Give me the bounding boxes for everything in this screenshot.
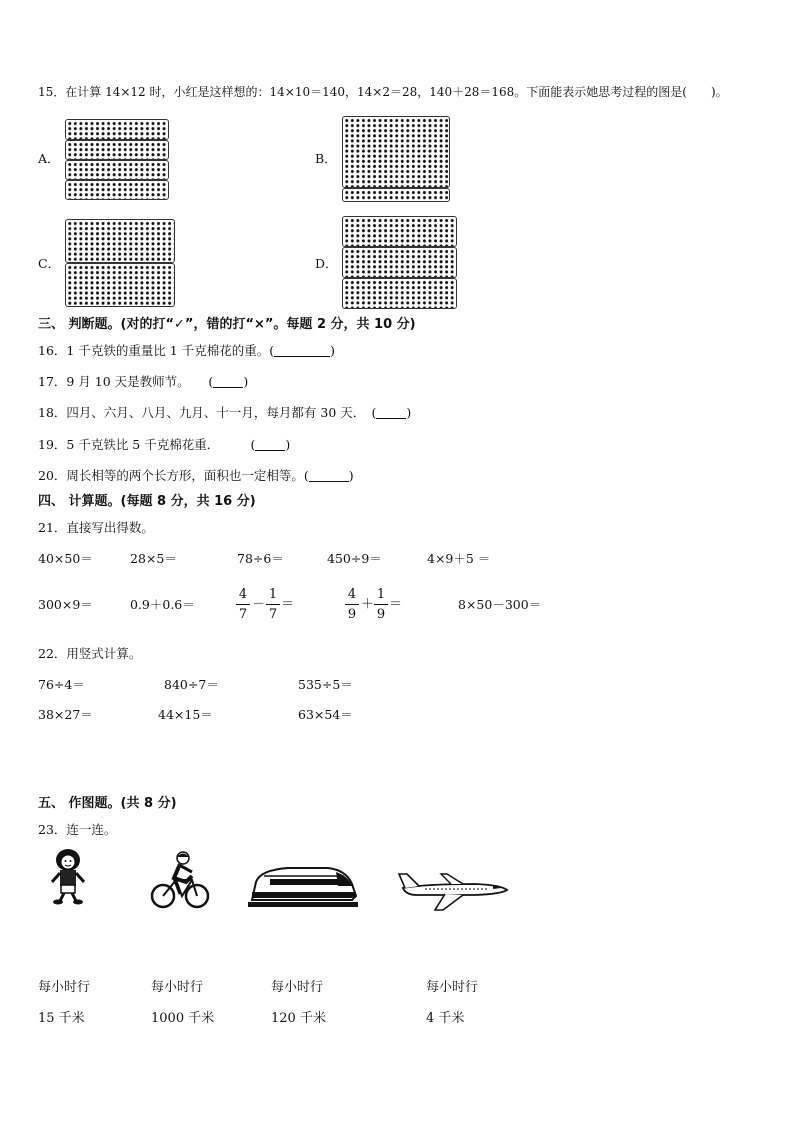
numerator: 1 [268, 587, 278, 602]
dot-grid-10x14 [65, 119, 169, 140]
dot-grid-10x14 [65, 160, 169, 180]
denominator: 7 [238, 607, 248, 622]
child-walking-icon[interactable] [46, 846, 90, 906]
speed-value[interactable]: 120 千米 [271, 1011, 326, 1026]
high-speed-train-icon[interactable] [248, 862, 358, 910]
section-5-heading: 五、 作图题。(共 8 分) [38, 796, 177, 811]
question-19 [38, 439, 290, 452]
section-4-heading: 四、 计算题。(每题 8 分，共 16 分) [38, 494, 256, 509]
option-c-label: C． [38, 256, 61, 271]
numerator: 4 [347, 587, 357, 602]
airplane-icon[interactable] [395, 868, 510, 912]
speed-value[interactable]: 1000 千米 [151, 1011, 215, 1026]
speed-label: 每小时行 [151, 980, 204, 995]
cyclist-icon[interactable] [150, 850, 210, 912]
fraction [266, 588, 280, 621]
answer-blank-20[interactable] [309, 470, 349, 482]
speed-value[interactable]: 15 千米 [38, 1011, 85, 1026]
close-paren: ) [243, 374, 249, 389]
option-d-label: D． [315, 256, 338, 271]
question-18-text: 18．四月、六月、八月、九月、十一月，每月都有 30 天． ( [38, 405, 377, 420]
calc-item: 535÷5＝ [298, 677, 353, 692]
fraction-bar [345, 604, 359, 605]
close-paren: ) [406, 405, 412, 420]
calc-item: 78÷6＝ [237, 551, 284, 566]
operator: ＋ [361, 597, 375, 612]
speed-label: 每小时行 [38, 980, 91, 995]
dot-grid-2x20 [342, 188, 450, 202]
close-paren: ) [285, 437, 291, 452]
question-16-text: 16．1 千克铁的重量比 1 千克棉花的重。( [38, 343, 275, 358]
question-18 [38, 407, 411, 420]
calc-item: 40×50＝ [38, 551, 93, 566]
calc-item: 28×5＝ [130, 551, 177, 566]
fraction-bar [374, 604, 388, 605]
close-paren: ) [348, 468, 354, 483]
option-b-label: B． [315, 151, 337, 166]
answer-blank-19[interactable] [255, 439, 285, 451]
calc-item: 76÷4＝ [38, 677, 85, 692]
speed-label: 每小时行 [426, 980, 479, 995]
dot-grid-bottom [342, 278, 457, 309]
calc-item: 840÷7＝ [164, 677, 219, 692]
dot-grid-middle [342, 247, 457, 278]
question-20-text: 20．周长相等的两个长方形，面积也一定相等。( [38, 468, 309, 483]
calc-item: 300×9＝ [38, 597, 93, 612]
close-paren: ) [330, 343, 335, 358]
option-a-label: A． [38, 151, 60, 166]
answer-blank-18[interactable] [376, 407, 406, 419]
calc-item: 0.9＋0.6＝ [130, 597, 195, 612]
question-19-text: 19．5 千克铁比 5 千克棉花重． ( [38, 437, 256, 452]
dot-grid-10x14 [65, 140, 169, 160]
operator: － [252, 597, 266, 612]
calc-item: 38×27＝ [38, 707, 93, 722]
denominator: 9 [376, 607, 386, 622]
dot-grid-upper [65, 219, 175, 263]
question-16 [38, 345, 335, 358]
calc-item: 450÷9＝ [327, 551, 382, 566]
question-15: 15．在计算 14×12 时，小红是这样想的：14×10＝140，14×2＝28，140＋28＝168。下面能表示她思考过程的图是( )。 [38, 85, 728, 99]
fraction [345, 588, 359, 621]
numerator: 4 [238, 587, 248, 602]
answer-blank-16[interactable] [274, 345, 330, 357]
speed-label: 每小时行 [271, 980, 324, 995]
question-17-text: 17．9 月 10 天是教师节。 ( [38, 374, 214, 389]
question-21: 21．直接写出得数。 [38, 520, 154, 535]
equals-sign: ＝ [389, 597, 403, 612]
dot-grid-lower [65, 263, 175, 307]
dot-grid-10x20 [342, 116, 450, 188]
fraction-bar [236, 604, 250, 605]
fraction [236, 588, 250, 621]
calc-item: 63×54＝ [298, 707, 353, 722]
answer-blank-17[interactable] [213, 376, 243, 388]
fraction-bar [266, 604, 280, 605]
fraction [374, 588, 388, 621]
denominator: 9 [347, 607, 357, 622]
section-3-heading: 三、 判断题。(对的打“✓”，错的打“×”。每题 2 分，共 10 分) [38, 317, 416, 332]
question-22: 22．用竖式计算。 [38, 646, 142, 661]
speed-value[interactable]: 4 千米 [426, 1011, 465, 1026]
calc-item: 4×9＋5 ＝ [427, 551, 491, 566]
denominator: 7 [268, 607, 278, 622]
numerator: 1 [376, 587, 386, 602]
question-17 [38, 376, 248, 389]
equals-sign: ＝ [281, 597, 295, 612]
calc-item: 44×15＝ [158, 707, 213, 722]
calc-item: 8×50－300＝ [458, 597, 542, 612]
question-20 [38, 470, 354, 483]
dot-grid-top [342, 216, 457, 247]
question-23: 23．连一连。 [38, 822, 117, 837]
dot-grid-2x14 [65, 180, 169, 200]
